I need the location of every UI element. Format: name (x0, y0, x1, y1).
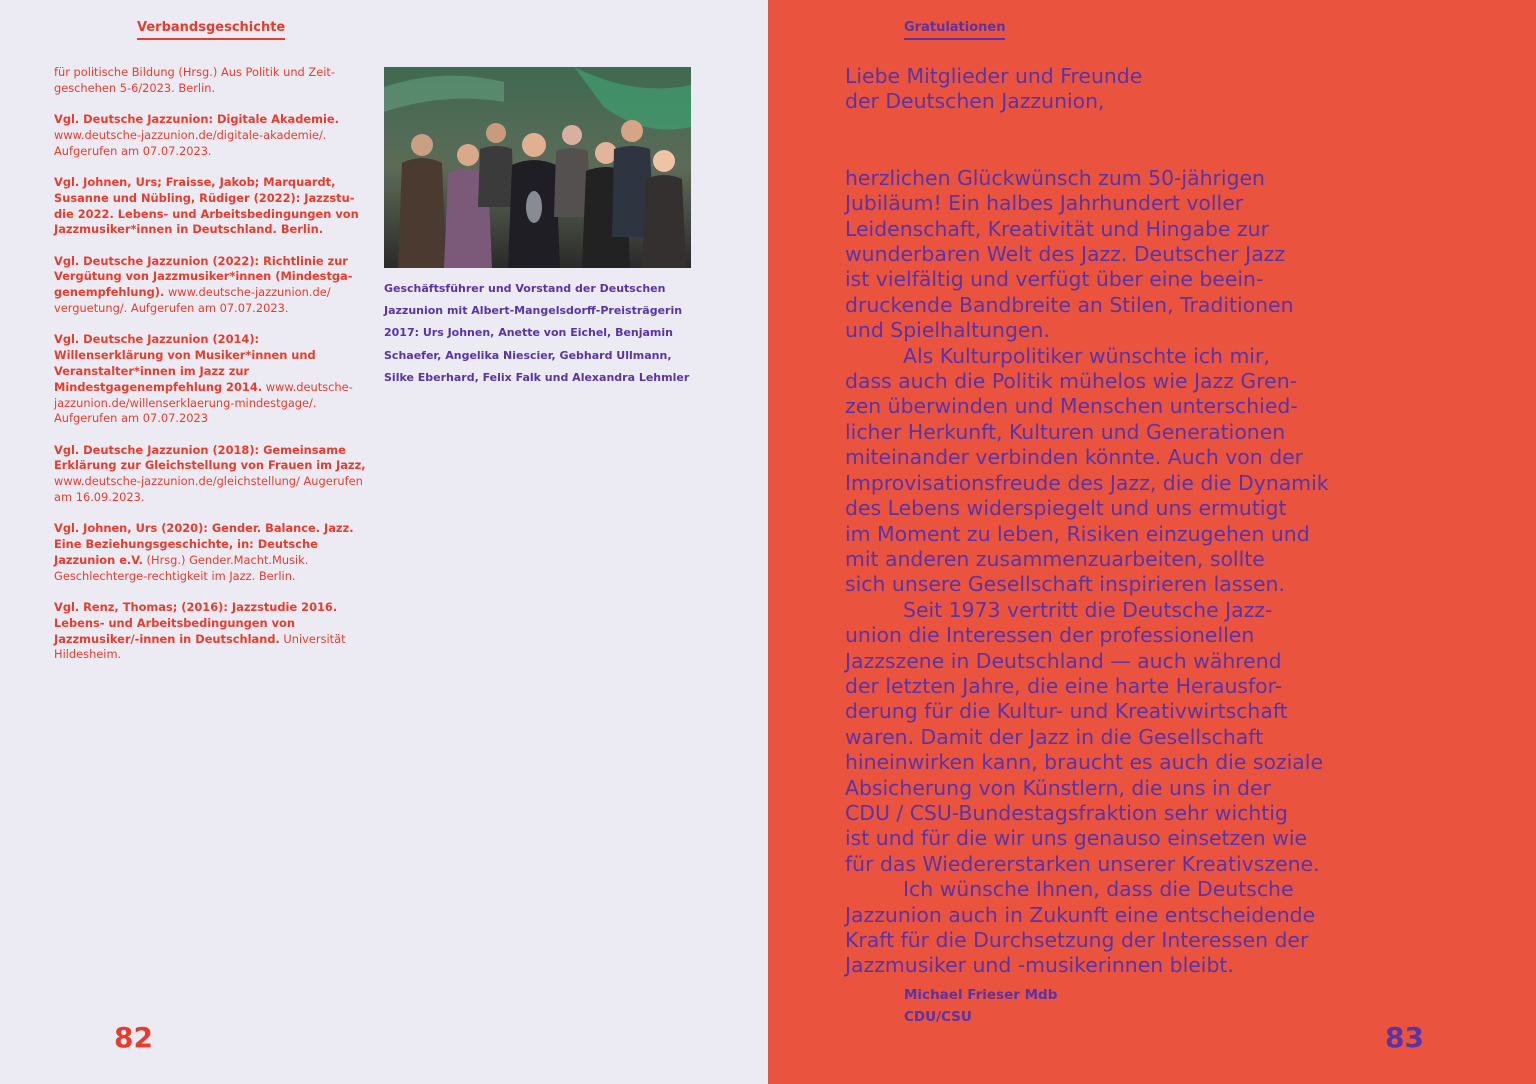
letter-line: dass auch die Politik mühelos wie Jazz Gren- (845, 369, 1297, 394)
letter-line: Ich wünsche Ihnen, dass die Deutsche (903, 877, 1294, 902)
page-number: 83 (1385, 1021, 1424, 1054)
reference-detail: für politische Bildung (Hrsg.) Aus Politik und Zeit-geschehen 5-6/2023. Berlin. (54, 65, 335, 95)
caption-line: Silke Eberhard, Felix Falk und Alexandra Lehmler (384, 370, 690, 384)
reference-title: Vgl. Deutsche Jazzunion (2014): Willenserklärung von Musiker*innen und Veranstalter*innen im Jazz zur Mindestgagenempfehlung 2014. (54, 332, 316, 394)
caption-line: 2017: Urs Johnen, Anette von Eichel, Benjamin (384, 326, 673, 340)
reference-list (54, 65, 366, 679)
letter-line: Absicherung von Künstlern, die uns in der (845, 775, 1271, 800)
group-photo (384, 67, 691, 268)
letter-paragraph (845, 598, 1355, 877)
reference-title: Vgl. Deutsche Jazzunion: Digitale Akademie. (54, 112, 339, 127)
letter-line: waren. Damit der Jazz in die Gesellschaft (845, 724, 1264, 749)
letter-line: Jubiläum! Ein halbes Jahrhundert voller (845, 191, 1244, 216)
greeting-line: Liebe Mitglieder und Freunde (845, 64, 1143, 88)
reference-entry (54, 332, 366, 427)
letter-line: Improvisationsfreude des Jazz, die die Dynamik (845, 470, 1329, 495)
reference-detail: www.deutsche-jazzunion.de/willenserklaerung-mindestgage/. Aufgerufen am 07.07.2023 (54, 379, 353, 426)
signature-party: CDU/CSU (904, 1009, 972, 1025)
letter-line: hineinwirken kann, braucht es auch die soziale (845, 750, 1324, 775)
letter-line: wunderbaren Welt des Jazz. Deutscher Jazz (845, 242, 1286, 267)
section-title: Verbandsgeschichte (137, 20, 285, 40)
letter-line: Seit 1973 vertritt die Deutsche Jazz- (903, 597, 1273, 622)
congratulation-letter (845, 64, 1355, 979)
reference-detail: www.deutsche-jazzunion.de/gleichstellung/ Augerufen am 16.09.2023. (54, 474, 363, 505)
reference-title: Vgl. Renz, Thomas; (2016): Jazzstudie 2016. Lebens- und Arbeitsbedingungen von Jazzmusiker/-innen in Deutschland. (54, 600, 338, 646)
letter-line: union die Interessen der professionellen (845, 623, 1255, 648)
letter-line: des Lebens widerspiegelt und uns ermutigt (845, 496, 1287, 521)
page-number: 82 (114, 1021, 153, 1054)
letter-line: Jazzunion auch in Zukunft eine entscheidende (845, 902, 1316, 927)
reference-detail: Universität Hildesheim. (54, 631, 346, 662)
letter-paragraph (845, 344, 1355, 598)
letter-line: sich unsere Gesellschaft inspirieren lassen. (845, 572, 1285, 597)
letter-line: Leidenschaft, Kreativität und Hingabe zur (845, 216, 1269, 241)
right-page (768, 0, 1536, 1084)
letter-line: licher Herkunft, Kulturen und Generationen (845, 419, 1286, 444)
signature-name: Michael Frieser Mdb (904, 987, 1058, 1003)
letter-line: Kraft für die Durchsetzung der Interessen der (845, 928, 1309, 952)
letter-line: zen überwinden und Menschen unterschied- (845, 394, 1298, 419)
letter-line: Jazzmusiker und -musikerinnen bleibt. (845, 953, 1234, 978)
reference-title: Vgl. Johnen, Urs; Fraisse, Jakob; Marquardt, Susanne und Nübling, Rüdiger (2022): Jazzstu-die 2022. Lebens- und Arbeitsbedingungen von Jazzmusiker*innen in Deutschland. Berlin. (54, 174, 359, 237)
reference-title: Vgl. Deutsche Jazzunion (2018): Gemeinsame Erklärung zur Gleichstellung von Frauen im Jazz, (54, 442, 366, 473)
reference-entry (54, 600, 366, 663)
reference-entry (54, 65, 366, 97)
letter-line: derung für die Kultur- und Kreativwirtschaft (845, 699, 1288, 724)
reference-entry (54, 443, 366, 506)
letter-body (845, 166, 1355, 979)
reference-entry (54, 175, 366, 238)
letter-line: und Spielhaltungen. (845, 318, 1050, 343)
signature (904, 984, 1057, 1028)
section-title: Gratulationen (904, 20, 1005, 40)
reference-detail: www.deutsche-jazzunion.de/digitale-akademie/. Aufgerufen am 07.07.2023. (54, 127, 327, 158)
reference-entry (54, 521, 366, 584)
caption-line: Schaefer, Angelika Niescier, Gebhard Ullmann, (384, 348, 672, 362)
photo-caption (384, 278, 700, 389)
greeting (845, 64, 1355, 115)
letter-line: für das Wiedererstarken unserer Kreativszene. (845, 851, 1320, 876)
letter-line: druckende Bandbreite an Stilen, Traditionen (845, 292, 1294, 317)
letter-paragraph (845, 877, 1355, 979)
letter-line: ist und für die wir uns genauso einsetzen wie (845, 826, 1308, 851)
caption-line: Geschäftsführer und Vorstand der Deutschen (384, 282, 666, 295)
reference-entry (54, 112, 366, 159)
letter-line: Jazzszene in Deutschland — auch während (845, 648, 1282, 673)
reference-detail: (Hrsg.) Gender.Macht.Musik. Geschlechterge-rechtigkeit im Jazz. Berlin. (54, 552, 309, 583)
reference-detail: www.deutsche-jazzunion.de/ verguetung/. Aufgerufen am 07.07.2023. (54, 285, 331, 316)
reference-title: Vgl. Johnen, Urs (2020): Gender. Balance. Jazz. Eine Beziehungsgeschichte, in: Deutsche Jazzunion e.V. (54, 521, 354, 567)
letter-line: CDU / CSU-Bundestagsfraktion sehr wichtig (845, 800, 1288, 825)
letter-paragraph (845, 166, 1355, 344)
greeting-line: der Deutschen Jazzunion, (845, 89, 1105, 114)
letter-line: miteinander verbinden könnte. Auch von der (845, 445, 1304, 470)
letter-line: mit anderen zusammenzuarbeiten, sollte (845, 546, 1265, 571)
letter-line: ist vielfältig und verfügt über eine beein- (845, 267, 1264, 292)
reference-entry (54, 254, 366, 317)
letter-line: der letzten Jahre, die eine harte Herausfor- (845, 673, 1283, 698)
letter-line: Als Kulturpolitiker wünschte ich mir, (903, 343, 1270, 368)
reference-title: Vgl. Deutsche Jazzunion (2022): Richtlinie zur Vergütung von Jazzmusiker*innen (Mindestga-genempfehlung). (54, 253, 353, 300)
caption-line: Jazzunion mit Albert-Mangelsdorff-Preisträgerin (384, 304, 683, 318)
letter-line: herzlichen Glückwünsch zum 50-jährigen (845, 165, 1265, 190)
letter-line: im Moment zu leben, Risiken einzugehen und (845, 521, 1310, 546)
